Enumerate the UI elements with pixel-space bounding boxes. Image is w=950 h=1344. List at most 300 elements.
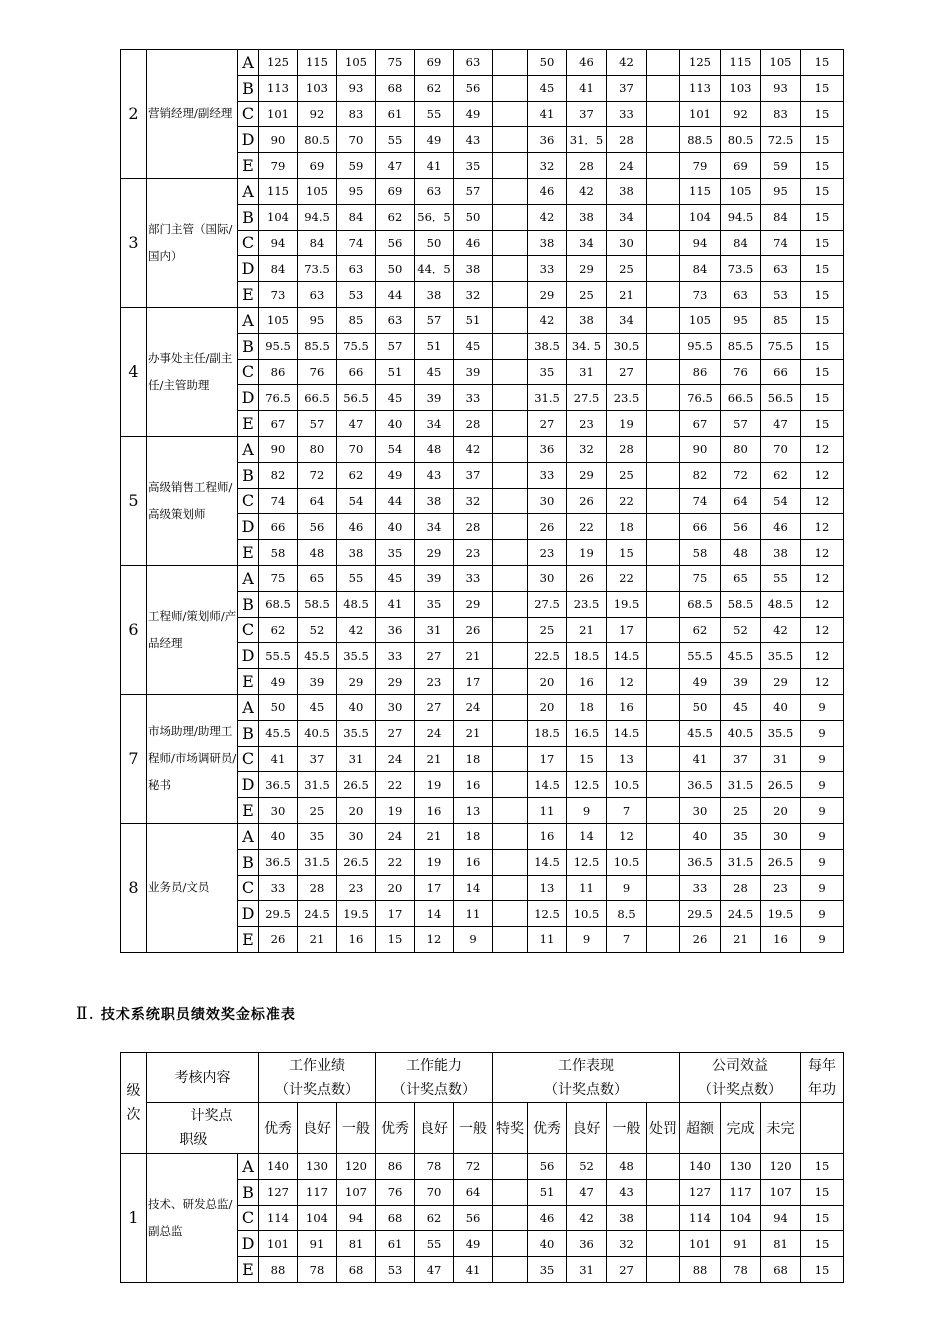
table-cell: 90 bbox=[680, 436, 721, 462]
table-cell bbox=[493, 927, 528, 953]
table-cell: 103 bbox=[721, 75, 761, 101]
table-cell bbox=[493, 153, 528, 179]
table-cell: 12 bbox=[607, 669, 647, 695]
table-cell: 34 bbox=[415, 411, 454, 437]
table-cell: 46 bbox=[528, 1205, 567, 1231]
table-cell: 27 bbox=[376, 720, 415, 746]
table-cell: 20 bbox=[528, 669, 567, 695]
table-cell: 83 bbox=[337, 101, 376, 127]
table-cell: 30 bbox=[680, 798, 721, 824]
grade-letter: E bbox=[238, 282, 259, 308]
table-cell: 78 bbox=[298, 1257, 337, 1283]
table-cell bbox=[647, 1179, 680, 1205]
table-cell: 12 bbox=[801, 669, 844, 695]
table-cell: 21 bbox=[454, 720, 493, 746]
table-cell: 81 bbox=[761, 1231, 801, 1257]
table-cell: 32 bbox=[607, 1231, 647, 1257]
table-cell bbox=[647, 462, 680, 488]
table-cell: 31.5 bbox=[721, 849, 761, 875]
table-cell: 12 bbox=[415, 927, 454, 953]
table-cell: 26.5 bbox=[337, 849, 376, 875]
table-cell: 53 bbox=[376, 1257, 415, 1283]
table-cell: 140 bbox=[680, 1154, 721, 1180]
table-cell: 27.5 bbox=[528, 591, 567, 617]
table-cell: 33 bbox=[259, 875, 298, 901]
table-cell bbox=[647, 282, 680, 308]
table-cell bbox=[647, 101, 680, 127]
table-cell: 49 bbox=[376, 462, 415, 488]
table-cell: 120 bbox=[337, 1154, 376, 1180]
job-title: 营销经理/副经理 bbox=[147, 50, 238, 179]
table-cell: 69 bbox=[721, 153, 761, 179]
table-cell: 32 bbox=[454, 282, 493, 308]
table-cell: 36.5 bbox=[259, 849, 298, 875]
table-cell: 58.5 bbox=[298, 591, 337, 617]
sub-header-cell: 优秀 bbox=[259, 1103, 298, 1154]
table-cell bbox=[493, 591, 528, 617]
table-cell: 29.5 bbox=[680, 901, 721, 927]
table-cell: 82 bbox=[680, 462, 721, 488]
table-cell: 73 bbox=[259, 282, 298, 308]
table-cell: 113 bbox=[259, 75, 298, 101]
table-cell: 24 bbox=[607, 153, 647, 179]
table-cell bbox=[647, 540, 680, 566]
table-cell bbox=[647, 204, 680, 230]
table-cell: 74 bbox=[680, 488, 721, 514]
table-cell: 16 bbox=[415, 798, 454, 824]
table-cell: 9 bbox=[454, 927, 493, 953]
table-cell: 13 bbox=[454, 798, 493, 824]
table-cell bbox=[647, 359, 680, 385]
table-cell: 14.5 bbox=[607, 643, 647, 669]
table-cell: 80 bbox=[721, 436, 761, 462]
table-cell: 22 bbox=[376, 849, 415, 875]
table-cell: 50 bbox=[454, 204, 493, 230]
table-cell: 38 bbox=[567, 204, 607, 230]
table-cell: 66.5 bbox=[298, 385, 337, 411]
sub-header-cell: 特奖 bbox=[493, 1103, 528, 1154]
level-number: 6 bbox=[121, 565, 147, 694]
table-cell: 12 bbox=[801, 643, 844, 669]
table-cell bbox=[647, 694, 680, 720]
table-cell: 40 bbox=[376, 514, 415, 540]
table-cell: 51 bbox=[528, 1179, 567, 1205]
table-cell: 84 bbox=[337, 204, 376, 230]
table-cell: 33 bbox=[680, 875, 721, 901]
table-cell: 31 bbox=[567, 1257, 607, 1283]
table-cell: 17 bbox=[415, 875, 454, 901]
assess-content-header: 考核内容 bbox=[147, 1053, 259, 1103]
table-cell: 90 bbox=[259, 127, 298, 153]
table-cell: 23.5 bbox=[567, 591, 607, 617]
table-cell: 94.5 bbox=[721, 204, 761, 230]
table-cell: 94.5 bbox=[298, 204, 337, 230]
table-cell: 7 bbox=[607, 927, 647, 953]
grade-letter: A bbox=[238, 178, 259, 204]
table-cell: 39 bbox=[298, 669, 337, 695]
grade-letter: B bbox=[238, 849, 259, 875]
table-cell bbox=[493, 565, 528, 591]
level-number: 4 bbox=[121, 307, 147, 436]
table-cell: 52 bbox=[567, 1154, 607, 1180]
table-cell: 28 bbox=[454, 514, 493, 540]
table-cell: 74 bbox=[337, 230, 376, 256]
table-cell: 29 bbox=[337, 669, 376, 695]
table-cell: 105 bbox=[721, 178, 761, 204]
table-cell: 28 bbox=[607, 436, 647, 462]
job-title: 办事处主任/副主任/主管助理 bbox=[147, 307, 238, 436]
table-cell: 41 bbox=[376, 591, 415, 617]
table-cell: 94 bbox=[337, 1205, 376, 1231]
table-cell bbox=[493, 385, 528, 411]
table-cell: 31.5 bbox=[528, 385, 567, 411]
table-cell: 14 bbox=[454, 875, 493, 901]
grade-letter: A bbox=[238, 307, 259, 333]
table-cell: 62 bbox=[415, 75, 454, 101]
grade-letter: B bbox=[238, 720, 259, 746]
table-cell: 21 bbox=[567, 617, 607, 643]
grade-letter: E bbox=[238, 540, 259, 566]
grade-letter: E bbox=[238, 927, 259, 953]
table-cell: 80.5 bbox=[298, 127, 337, 153]
table-cell: 70 bbox=[337, 436, 376, 462]
sub-header-empty bbox=[801, 1103, 844, 1154]
table-cell: 48 bbox=[298, 540, 337, 566]
table-cell: 25 bbox=[298, 798, 337, 824]
table-cell: 45 bbox=[454, 333, 493, 359]
table-cell: 29 bbox=[415, 540, 454, 566]
table-cell: 54 bbox=[376, 436, 415, 462]
table-cell: 93 bbox=[337, 75, 376, 101]
table-cell bbox=[647, 1231, 680, 1257]
work-ability-header: 工作能力 （计奖点数） bbox=[376, 1053, 493, 1103]
table-cell bbox=[647, 591, 680, 617]
table-cell bbox=[647, 565, 680, 591]
table-cell: 16 bbox=[567, 669, 607, 695]
table-cell: 15 bbox=[801, 1179, 844, 1205]
table-cell: 38 bbox=[761, 540, 801, 566]
grade-letter: D bbox=[238, 643, 259, 669]
table-cell bbox=[493, 204, 528, 230]
table-cell: 15 bbox=[801, 50, 844, 76]
table-cell bbox=[647, 514, 680, 540]
table-cell: 86 bbox=[680, 359, 721, 385]
table-cell: 115 bbox=[259, 178, 298, 204]
table-cell: 28 bbox=[721, 875, 761, 901]
table-cell bbox=[647, 1154, 680, 1180]
table-cell: 35.5 bbox=[761, 720, 801, 746]
table-cell: 15 bbox=[801, 75, 844, 101]
table-cell: 38 bbox=[454, 256, 493, 282]
table-cell: 105 bbox=[298, 178, 337, 204]
table-cell: 42 bbox=[337, 617, 376, 643]
table-cell: 29 bbox=[567, 462, 607, 488]
table-cell: 14.5 bbox=[607, 720, 647, 746]
table-cell: 66 bbox=[259, 514, 298, 540]
table-cell: 26.5 bbox=[337, 772, 376, 798]
table-cell: 30 bbox=[259, 798, 298, 824]
table-cell: 35 bbox=[415, 591, 454, 617]
table-cell: 15 bbox=[801, 1205, 844, 1231]
table-cell: 95 bbox=[337, 178, 376, 204]
table-cell: 44 bbox=[376, 488, 415, 514]
table-cell: 140 bbox=[259, 1154, 298, 1180]
table-cell: 30 bbox=[607, 230, 647, 256]
table-cell bbox=[493, 230, 528, 256]
table-cell: 16 bbox=[454, 849, 493, 875]
table-cell: 15 bbox=[801, 256, 844, 282]
table-cell: 45 bbox=[415, 359, 454, 385]
table-cell: 41 bbox=[528, 101, 567, 127]
table-cell: 30 bbox=[528, 488, 567, 514]
grade-letter: D bbox=[238, 127, 259, 153]
table-cell: 31 bbox=[567, 359, 607, 385]
table-cell: 40 bbox=[528, 1231, 567, 1257]
table-cell: 39 bbox=[415, 385, 454, 411]
table-cell: 62 bbox=[259, 617, 298, 643]
table-cell: 68 bbox=[376, 1205, 415, 1231]
table-cell: 48.5 bbox=[337, 591, 376, 617]
sub-header-cell: 处罚 bbox=[647, 1103, 680, 1154]
table-cell: 9 bbox=[607, 875, 647, 901]
table-cell: 68 bbox=[761, 1257, 801, 1283]
table-cell: 56 bbox=[454, 75, 493, 101]
table-cell: 49 bbox=[454, 1231, 493, 1257]
table-cell: 81 bbox=[337, 1231, 376, 1257]
table-cell bbox=[647, 772, 680, 798]
table-cell: 21 bbox=[415, 746, 454, 772]
table-cell bbox=[493, 1179, 528, 1205]
table-cell: 46 bbox=[454, 230, 493, 256]
table-cell: 70 bbox=[337, 127, 376, 153]
table-cell: 42 bbox=[528, 204, 567, 230]
table-cell: 21 bbox=[607, 282, 647, 308]
table-cell: 53 bbox=[761, 282, 801, 308]
table-cell: 45.5 bbox=[721, 643, 761, 669]
table-cell: 15 bbox=[801, 1231, 844, 1257]
table-cell: 9 bbox=[801, 823, 844, 849]
table-cell: 52 bbox=[721, 617, 761, 643]
table-cell bbox=[647, 230, 680, 256]
table-cell: 27 bbox=[415, 694, 454, 720]
table-cell bbox=[647, 75, 680, 101]
table-cell: 72 bbox=[454, 1154, 493, 1180]
table-cell: 40.5 bbox=[721, 720, 761, 746]
table-cell: 56 bbox=[454, 1205, 493, 1231]
table-cell: 25 bbox=[528, 617, 567, 643]
table-cell: 43 bbox=[454, 127, 493, 153]
table-cell: 57 bbox=[454, 178, 493, 204]
table-cell: 92 bbox=[721, 101, 761, 127]
table-cell: 80.5 bbox=[721, 127, 761, 153]
table-cell: 34 bbox=[567, 230, 607, 256]
table-cell: 105 bbox=[337, 50, 376, 76]
table-cell: 15 bbox=[801, 385, 844, 411]
table-cell: 63 bbox=[454, 50, 493, 76]
table-cell bbox=[493, 462, 528, 488]
bonus-table-sales bbox=[120, 49, 844, 953]
table-cell: 93 bbox=[761, 75, 801, 101]
table-cell: 29 bbox=[761, 669, 801, 695]
table-cell: 16 bbox=[454, 772, 493, 798]
table-cell: 33 bbox=[528, 462, 567, 488]
table-cell: 84 bbox=[761, 204, 801, 230]
table-cell: 76 bbox=[721, 359, 761, 385]
table-cell: 88 bbox=[259, 1257, 298, 1283]
table-cell: 16.5 bbox=[567, 720, 607, 746]
table-cell: 85 bbox=[761, 307, 801, 333]
table-cell: 36 bbox=[528, 436, 567, 462]
table-cell: 9 bbox=[567, 927, 607, 953]
table-cell: 26.5 bbox=[761, 849, 801, 875]
table-cell bbox=[493, 669, 528, 695]
table-cell bbox=[493, 50, 528, 76]
table-cell: 38 bbox=[415, 282, 454, 308]
table-cell: 84 bbox=[259, 256, 298, 282]
table-cell bbox=[647, 669, 680, 695]
table-cell: 74 bbox=[761, 230, 801, 256]
table-cell: 104 bbox=[680, 204, 721, 230]
table-cell: 55.5 bbox=[259, 643, 298, 669]
table-cell: 47 bbox=[337, 411, 376, 437]
table-cell: 9 bbox=[801, 927, 844, 953]
job-title: 技术、研发总监/副总监 bbox=[147, 1154, 238, 1283]
table-cell: 40.5 bbox=[298, 720, 337, 746]
table-cell bbox=[493, 488, 528, 514]
table-cell: 95 bbox=[721, 307, 761, 333]
table-cell: 53 bbox=[337, 282, 376, 308]
work-performance-header: 工作业绩 （计奖点数） bbox=[259, 1053, 376, 1103]
table-cell: 9 bbox=[801, 798, 844, 824]
table-cell: 48.5 bbox=[761, 591, 801, 617]
table-cell: 23 bbox=[454, 540, 493, 566]
table-cell bbox=[647, 307, 680, 333]
grade-letter: B bbox=[238, 75, 259, 101]
grade-letter: E bbox=[238, 669, 259, 695]
table-row bbox=[121, 694, 844, 720]
table-cell: 21 bbox=[298, 927, 337, 953]
table-row bbox=[121, 823, 844, 849]
table-cell: 62 bbox=[376, 204, 415, 230]
table-cell: 66 bbox=[680, 514, 721, 540]
table-cell: 15 bbox=[567, 746, 607, 772]
table-cell: 12.5 bbox=[528, 901, 567, 927]
points-grade-header: 计奖点 职级 bbox=[147, 1103, 259, 1154]
table-cell: 63 bbox=[337, 256, 376, 282]
table-cell: 16 bbox=[337, 927, 376, 953]
table-cell: 7 bbox=[607, 798, 647, 824]
table-cell: 36.5 bbox=[680, 772, 721, 798]
table-cell: 75.5 bbox=[337, 333, 376, 359]
table-cell: 29.5 bbox=[259, 901, 298, 927]
table-cell bbox=[493, 798, 528, 824]
table-cell bbox=[647, 927, 680, 953]
table-cell: 18 bbox=[607, 514, 647, 540]
table-cell: 12 bbox=[801, 591, 844, 617]
table-cell: 46 bbox=[337, 514, 376, 540]
table-cell: 80 bbox=[298, 436, 337, 462]
table-cell: 104 bbox=[298, 1205, 337, 1231]
table-cell: 31.5 bbox=[721, 772, 761, 798]
grade-letter: B bbox=[238, 333, 259, 359]
table-cell: 42 bbox=[454, 436, 493, 462]
table-cell: 95.5 bbox=[680, 333, 721, 359]
table-cell: 62 bbox=[761, 462, 801, 488]
table-cell: 64 bbox=[298, 488, 337, 514]
grade-letter: D bbox=[238, 901, 259, 927]
table-cell: 17 bbox=[454, 669, 493, 695]
table-cell: 46 bbox=[528, 178, 567, 204]
table-cell bbox=[493, 720, 528, 746]
grade-letter: C bbox=[238, 230, 259, 256]
table-cell: 59 bbox=[761, 153, 801, 179]
table-cell: 12 bbox=[801, 540, 844, 566]
table-cell: 35 bbox=[721, 823, 761, 849]
table-cell: 48 bbox=[721, 540, 761, 566]
table-cell: 33 bbox=[454, 385, 493, 411]
table-cell: 10.5 bbox=[607, 849, 647, 875]
table-cell: 9 bbox=[801, 694, 844, 720]
table-cell: 45 bbox=[721, 694, 761, 720]
table-cell: 84 bbox=[298, 230, 337, 256]
grade-letter: B bbox=[238, 1179, 259, 1205]
table-cell: 68 bbox=[376, 75, 415, 101]
table-cell: 50 bbox=[415, 230, 454, 256]
table-cell: 26 bbox=[259, 927, 298, 953]
job-title: 部门主管（国际/国内） bbox=[147, 178, 238, 307]
table-cell: 74 bbox=[259, 488, 298, 514]
table-cell: 15 bbox=[801, 411, 844, 437]
table-cell: 125 bbox=[259, 50, 298, 76]
company-benefit-header: 公司效益 （计奖点数） bbox=[680, 1053, 801, 1103]
table-cell: 47 bbox=[415, 1257, 454, 1283]
table-cell: 16 bbox=[761, 927, 801, 953]
table-cell: 18.5 bbox=[528, 720, 567, 746]
table-cell: 21 bbox=[721, 927, 761, 953]
table-cell: 38 bbox=[567, 307, 607, 333]
table-cell: 56 bbox=[528, 1154, 567, 1180]
table-cell: 114 bbox=[259, 1205, 298, 1231]
table-cell bbox=[493, 1257, 528, 1283]
table-cell: 11 bbox=[454, 901, 493, 927]
table-cell: 85.5 bbox=[721, 333, 761, 359]
table-cell: 66.5 bbox=[721, 385, 761, 411]
table-cell bbox=[647, 436, 680, 462]
table-cell: 34 bbox=[607, 307, 647, 333]
table-cell: 36 bbox=[376, 617, 415, 643]
table-cell: 38.5 bbox=[528, 333, 567, 359]
table-cell: 15 bbox=[801, 1154, 844, 1180]
table-cell: 30 bbox=[376, 694, 415, 720]
table-cell: 14.5 bbox=[528, 849, 567, 875]
table-cell: 12.5 bbox=[567, 772, 607, 798]
table-cell: 85.5 bbox=[298, 333, 337, 359]
table-row bbox=[121, 1154, 844, 1180]
table-cell: 70 bbox=[761, 436, 801, 462]
table-cell: 37 bbox=[567, 101, 607, 127]
table-cell: 50 bbox=[376, 256, 415, 282]
table-cell: 55 bbox=[337, 565, 376, 591]
job-title: 市场助理/助理工程师/市场调研员/秘书 bbox=[147, 694, 238, 823]
table-cell: 68.5 bbox=[259, 591, 298, 617]
table-cell bbox=[493, 875, 528, 901]
table-cell: 17 bbox=[376, 901, 415, 927]
grade-letter: B bbox=[238, 462, 259, 488]
table-cell: 27 bbox=[528, 411, 567, 437]
table-cell: 50 bbox=[259, 694, 298, 720]
table-cell: 14 bbox=[415, 901, 454, 927]
table-cell: 88.5 bbox=[680, 127, 721, 153]
